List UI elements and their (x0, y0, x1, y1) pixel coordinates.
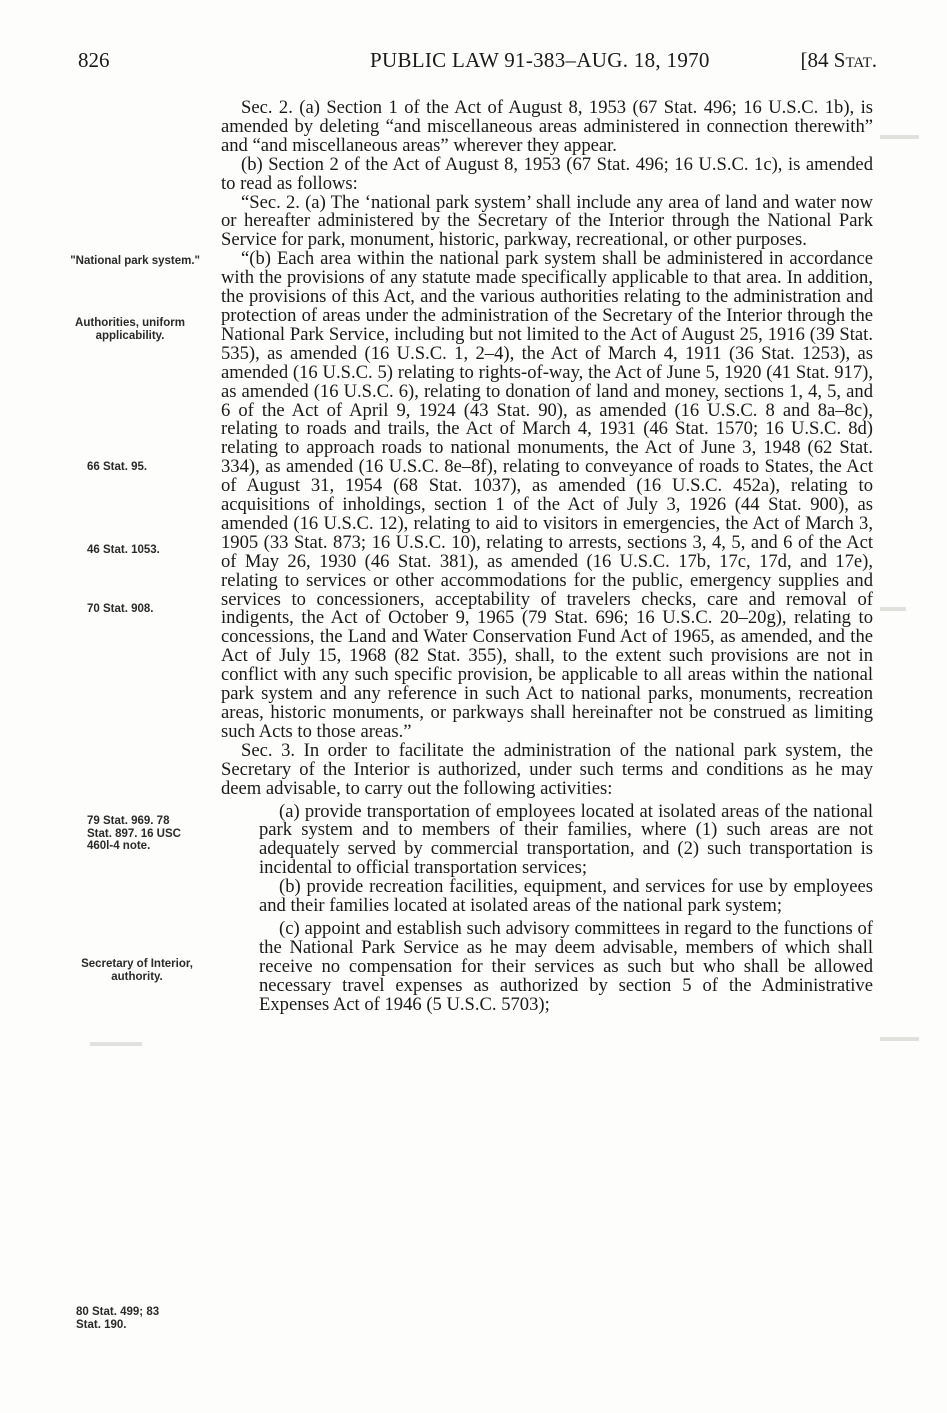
section-2b: (b) Section 2 of the Act of August 8, 1953 (67 Stat. 496; 16 U.S.C. 1c), is amended to read as follows: (221, 153, 873, 194)
body-text (221, 99, 873, 1015)
volume-label: [84 Stat. (800, 48, 877, 72)
margin-note-46-stat: 46 Stat. 1053. (87, 544, 160, 556)
quoted-section-2a: “Sec. 2. (a) The ‘national park system’ shall include any area of land and water now or hereafter administered by the Secretary of the Interior through the National Park Service for park, monument, historic, parkway, recreational, or other purposes. (221, 191, 873, 251)
margin-note-66-stat: 66 Stat. 95. (87, 461, 148, 473)
activity-c: (c) appoint and establish such advisory committees in regard to the functions of the National Park Service as he may deem advisable, members of which shall receive no compensation for their services as such but who shall be allowed necessary travel expenses as authorized by section 5 of the Administrative Expenses Act of 1946 (5 U.S.C. 5703); (259, 917, 873, 1015)
section-2a: Sec. 2. (a) Section 1 of the Act of August 8, 1953 (67 Stat. 496; 16 U.S.C. 1b), is amended by deleting “and miscellaneous areas administered in connection therewith” and “and miscellaneous areas” wherever they appear. (221, 97, 873, 156)
page-header (78, 48, 877, 78)
activity-b: (b) provide recreation facilities, equipment, and services for use by employees and their families located at isolated areas of the national park system; (259, 876, 873, 917)
quoted-section-2b: “(b) Each area within the national park system shall be administered in accordance with the provisions of any statute made specifically applicable to that area. In addition, the provisions of this Act, and the various authorities relating to the administration and protection of areas under the administration of the Secretary of the Interior through the National Park Service, including but not limited to the Act of August 25, 1916 (39 Stat. 535), as amended (16 U.S.C. 1, 2–4), the Act of March 4, 1911 (36 Stat. 1253), as amended (16 U.S.C. 5) relating to rights-of-way, the Act of June 5, 1920 (41 Stat. 917), as amended (16 U.S.C. 6), relating to donation of land and money, sections 1, 4, 5, and 6 of the Act of April 9, 1924 (43 Stat. 90), as amended (16 U.S.C. 8 and 8a–8c), relating to roads and trails, the Act of March 4, 1931 (46 Stat. 1570; 16 U.S.C. 8d) relating to approach roads to national monuments, the Act of June 3, 1948 (62 Stat. 334), as amended (16 U.S.C. 8e–8f), relating to conveyance of roads to States, the Act of August 31, 1954 (68 Stat. 1037), as amended (16 U.S.C. 452a), relating to acquisitions of inholdings, section 1 of the Act of July 3, 1926 (44 Stat. 900), as amended (16 U.S.C. 12), relating to aid to visitors in emergencies, the Act of March 3, 1905 (33 Stat. 873; 16 U.S.C. 10), relating to arrests, sections 3, 4, 5, and 6 of the Act of May 26, 1930 (46 Stat. 381), as amended (16 U.S.C. 17b, 17c, 17d, and 17e), relating to services or other accommodations for the public, emergency supplies and services to concessioners, acceptability of travelers checks, care and removal of indigents, the Act of October 9, 1965 (79 Stat. 696; 16 U.S.C. 20–20g), relating to concessions, the Land and Water Conservation Fund Act of 1965, as amended, and the Act of July 15, 1968 (82 Stat. 355), shall, to the extent such provisions are not in conflict with any such specific provision, be applicable to all areas within the national park system and any reference in such Act to national parks, monuments, recreation areas, historic monuments, or parkways shall hereinafter not be construed as limiting such Acts to those areas.” (221, 248, 873, 742)
margin-note-secretary: Secretary of Interior, authority. (81, 958, 193, 983)
margin-note-national-park-system: "National park system." (70, 255, 200, 267)
document-page: ▬▬▬ ▬▬ ▬▬▬ ▬▬▬▬ 826 PUBLIC LAW 91-383–AUG. 18, 1970 [84 Stat. "National park system." Authorities, uniform applicability. 66 Stat. 95. 46 Stat. 1053. 70 Stat. 908. 79 Stat. 969. 78 Stat. 897. 16 USC 460l-4 note. Secretary of Interior, authority. 80 Stat. 499; 83 Stat. 190. Sec. 2. (a) Section 1 of the Act of August 8, 1953 (67 Stat. 496; 16 U.S.C. 1b), is amended by deleting “and miscellaneous areas administered in connection therewith” and “and miscellaneous areas” wherever they appear. (b) Section 2 of the Act of August 8, 1953 (67 Stat. 496; 16 U.S.C. 1c), is amended to read as follows: “Sec. 2. (a) The ‘national park system’ shall include any area of land and water now or hereafter administered by the Secretary of the Interior through the National Park Service for park, monument, historic, parkway, recreational, or other purposes. “(b) Each area within the national park system shall be administered in accordance with the provisions of any statute made specifically applicable to that area. In addition, the provisions of this Act, and the various authorities relating to the administration and protection of areas under the administration of the Secretary of the Interior through the National Park Service, including but not limited to the Act of August 25, 1916 (39 Stat. 535), as amended (16 U.S.C. 1, 2–4), the Act of March 4, 1911 (36 Stat. 1253), as amended (16 U.S.C. 5) relating to rights-of-way, the Act of June 5, 1920 (41 Stat. 917), as amended (16 U.S.C. 6), relating to donation of land and money, sections 1, 4, 5, and 6 of the Act of April 9, 1924 (43 Stat. 90), as amended (16 U.S.C. 8 and 8a–8c), relating to roads and trails, the Act of March 4, 1931 (46 Stat. 1570; 16 U.S.C. 8d) relating to approach roads to national monuments, the Act of June 3, 1948 (62 Stat. 334), as amended (16 U.S.C. 8e–8f), relating to conveyance of roads to States, the Act of August 31, 1954 (68 Stat. 1037), as amended (16 U.S.C. 452a), relating to acquisitions of inholdings, section 1 of the Act of July 3, 1926 (44 Stat. 900), as amended (16 U.S.C. 12), relating to aid to visitors in emergencies, the Act of March 3, 1905 (33 Stat. 873; 16 U.S.C. 10), relating to arrests, sections 3, 4, 5, and 6 of the Act of May 26, 1930 (46 Stat. 381), as amended (16 U.S.C. 17b, 17c, 17d, and 17e), relating to services or other accommodations for the public, emergency supplies and services to concessioners, acceptability of travelers checks, care and removal of indigents, the Act of October 9, 1965 (79 Stat. 696; 16 U.S.C. 20–20g), relating to concessions, the Land and Water Conservation Fund Act of 1965, as amended, and the Act of July 15, 1968 (82 Stat. 355), shall, to the extent such provisions are not in conflict with any such specific provision, be applicable to all areas within the national park system and any reference in such Act to national parks, monuments, recreation areas, historic monuments, or parkways shall hereinafter not be construed as limiting such Acts to those areas.” Sec. 3. In order to facilitate the administration of the national park system, the Secretary of the Interior is authorized, under such terms and conditions as he may deem advisable, to carry out the following activities: (a) provide transportation of employees located at isolated areas of the national park system and to members of their families, where (1) such areas are not adequately served by commercial transportation, and (2) such transportation is incidental to official transportation services; (b) provide recreation facilities, equipment, and services for use by employees and their families located at isolated areas of the national park system; (c) appoint and establish such advisory committees in regard to the functions of the National Park Service as he may deem advisable, members of which shall receive no compensation for their services as such but who shall be allowed necessary travel expenses as authorized by section 5 of the Administrative Expenses Act of 1946 (5 U.S.C. 5703); (0, 0, 947, 1413)
page-title: PUBLIC LAW 91-383–AUG. 18, 1970 (370, 48, 710, 72)
page-number: 826 (78, 48, 110, 72)
section-3: Sec. 3. In order to facilitate the administration of the national park system, the Secretary of the Interior is authorized, under such terms and conditions as he may deem advisable, to carry out the following activities: (221, 739, 873, 799)
activity-a: (a) provide transportation of employees located at isolated areas of the national park system and to members of their families, where (1) such areas are not adequately served by commercial transportation, and (2) such transportation is incidental to official transportation services; (259, 800, 873, 879)
margin-note-70-stat: 70 Stat. 908. (87, 603, 154, 615)
margin-note-80-83-stat: 80 Stat. 499; 83 Stat. 190. (76, 1306, 160, 1331)
margin-note-authorities: Authorities, uniform applicability. (75, 317, 185, 342)
margin-note-79-78-stat: 79 Stat. 969. 78 Stat. 897. 16 USC 460l-4 note. (87, 815, 181, 852)
